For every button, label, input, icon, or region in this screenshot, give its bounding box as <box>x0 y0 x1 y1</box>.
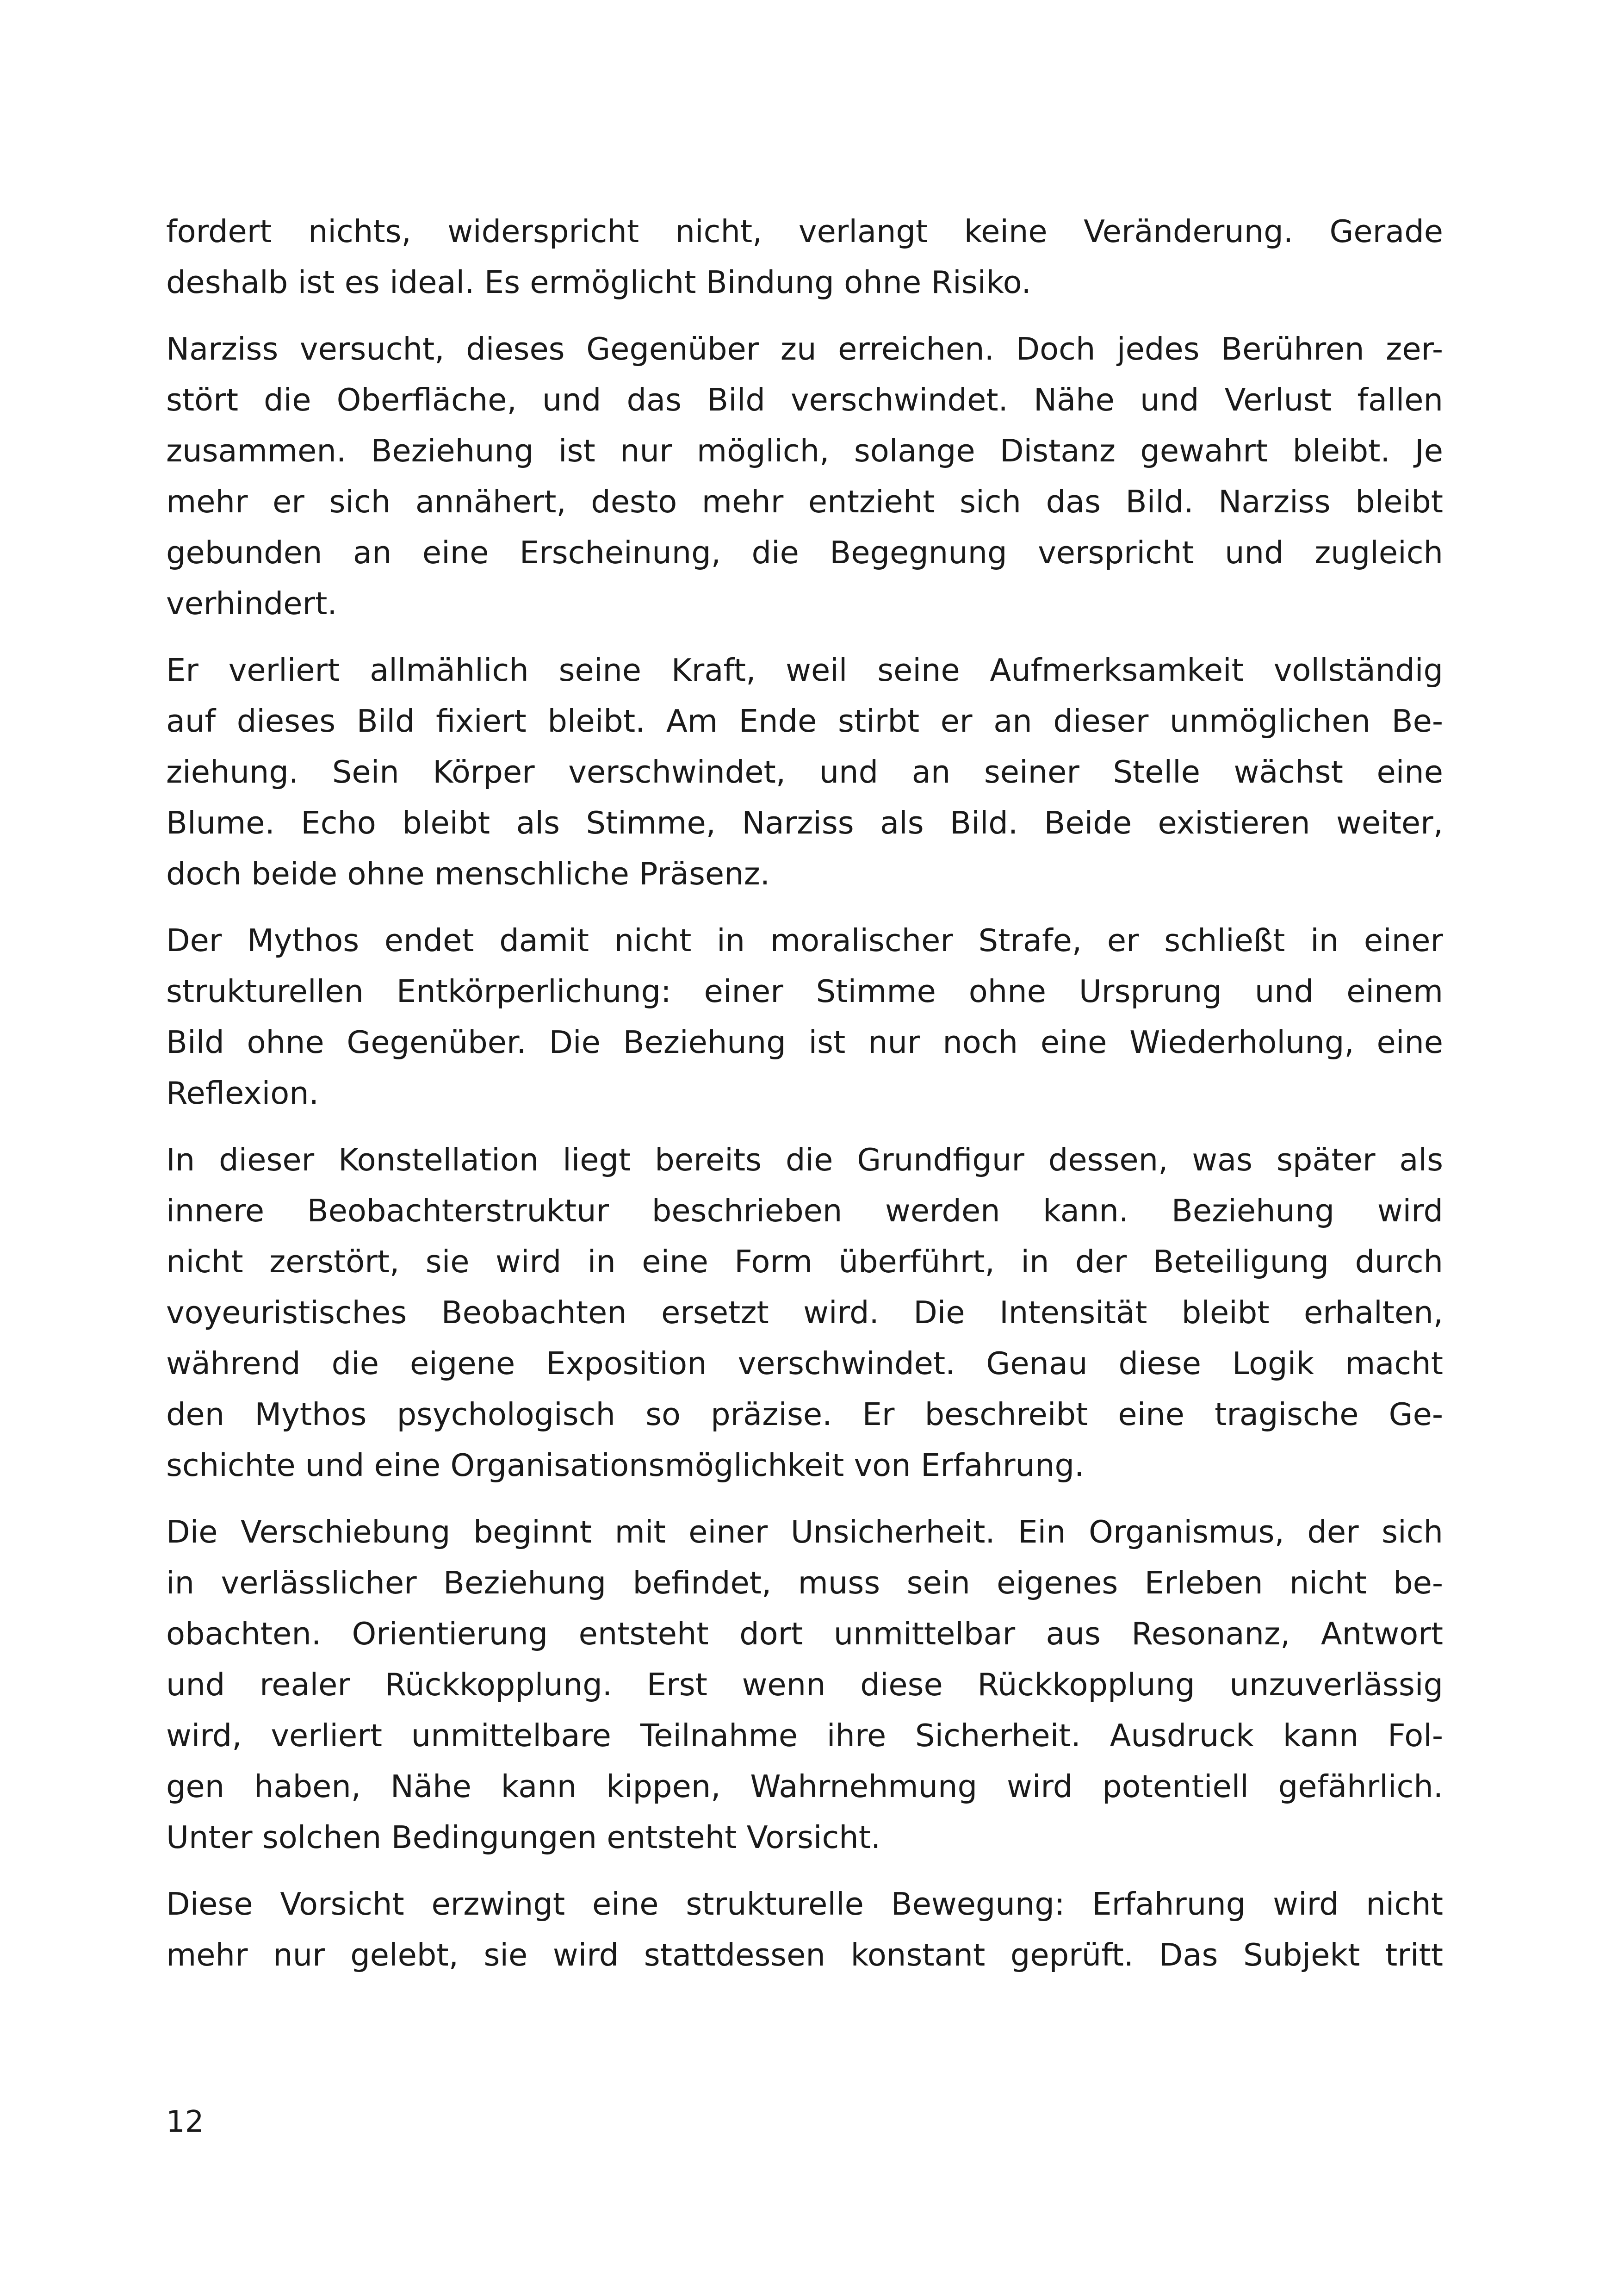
text-line: wird, verliert unmittelbare Teilnahme ihre Sicherheit. Ausdruck kann Fol- <box>166 1717 1443 1754</box>
text-line: in verlässlicher Beziehung befindet, muss sein eigenes Erleben nicht be- <box>166 1565 1443 1601</box>
text-line: mehr er sich annähert, desto mehr entzieht sich das Bild. Narziss bleibt <box>166 484 1443 520</box>
paragraph <box>166 915 1443 1119</box>
paragraph <box>166 1134 1443 1491</box>
text-line: innere Beobachterstruktur beschrieben werden kann. Beziehung wird <box>166 1193 1443 1229</box>
body-text <box>166 206 1443 1996</box>
text-line: doch beide ohne menschliche Präsenz. <box>166 856 770 892</box>
text-line: deshalb ist es ideal. Es ermöglicht Bindung ohne Risiko. <box>166 264 1031 300</box>
text-line: obachten. Orientierung entsteht dort unmittelbar aus Resonanz, Antwort <box>166 1616 1443 1652</box>
text-line: und realer Rückkopplung. Erst wenn diese Rückkopplung unzuverlässig <box>166 1667 1443 1703</box>
paragraph <box>166 1879 1443 1980</box>
text-line: strukturellen Entkörperlichung: einer Stimme ohne Ursprung und einem <box>166 973 1443 1009</box>
text-line: Narziss versucht, dieses Gegenüber zu erreichen. Doch jedes Berühren zer- <box>166 331 1443 367</box>
text-line: Bild ohne Gegenüber. Die Beziehung ist nur noch eine Wiederholung, eine <box>166 1024 1443 1060</box>
text-line: gebunden an eine Erscheinung, die Begegnung verspricht und zugleich <box>166 535 1443 571</box>
text-line: Blume. Echo bleibt als Stimme, Narziss als Bild. Beide existieren weiter, <box>166 805 1443 841</box>
text-line: mehr nur gelebt, sie wird stattdessen konstant geprüft. Das Subjekt tritt <box>166 1937 1443 1973</box>
text-line: ziehung. Sein Körper verschwindet, und an seiner Stelle wächst eine <box>166 754 1443 790</box>
page-number: 12 <box>166 2105 204 2139</box>
paragraph <box>166 1506 1443 1863</box>
text-line: Er verliert allmählich seine Kraft, weil seine Aufmerksamkeit vollständig <box>166 652 1443 688</box>
text-line: zusammen. Beziehung ist nur möglich, solange Distanz gewahrt bleibt. Je <box>166 433 1443 469</box>
text-line: schichte und eine Organisationsmöglichkeit von Erfahrung. <box>166 1447 1085 1483</box>
text-line: gen haben, Nähe kann kippen, Wahrnehmung wird potentiell gefährlich. <box>166 1768 1443 1804</box>
text-line: In dieser Konstellation liegt bereits die Grundfigur dessen, was später als <box>166 1142 1443 1178</box>
text-line: Diese Vorsicht erzwingt eine strukturelle Bewegung: Erfahrung wird nicht <box>166 1886 1443 1922</box>
text-line: Der Mythos endet damit nicht in moralischer Strafe, er schließt in einer <box>166 922 1443 958</box>
text-line: verhindert. <box>166 585 337 622</box>
text-line: den Mythos psychologisch so präzise. Er beschreibt eine tragische Ge- <box>166 1396 1443 1432</box>
paragraph <box>166 206 1443 308</box>
text-line: fordert nichts, widerspricht nicht, verlangt keine Veränderung. Gerade <box>166 213 1443 249</box>
paragraph <box>166 645 1443 899</box>
text-line: auf dieses Bild fixiert bleibt. Am Ende stirbt er an dieser unmöglichen Be- <box>166 703 1443 739</box>
text-line: stört die Oberfläche, und das Bild verschwindet. Nähe und Verlust fallen <box>166 382 1443 418</box>
text-line: Die Verschiebung beginnt mit einer Unsicherheit. Ein Organismus, der sich <box>166 1514 1443 1550</box>
text-line: nicht zerstört, sie wird in eine Form überführt, in der Beteiligung durch <box>166 1244 1443 1280</box>
paragraph <box>166 324 1443 629</box>
text-line: während die eigene Exposition verschwindet. Genau diese Logik macht <box>166 1345 1443 1381</box>
text-line: Reflexion. <box>166 1075 319 1111</box>
text-line: Unter solchen Bedingungen entsteht Vorsicht. <box>166 1819 881 1855</box>
text-line: voyeuristisches Beobachten ersetzt wird. Die Intensität bleibt erhalten, <box>166 1294 1443 1331</box>
